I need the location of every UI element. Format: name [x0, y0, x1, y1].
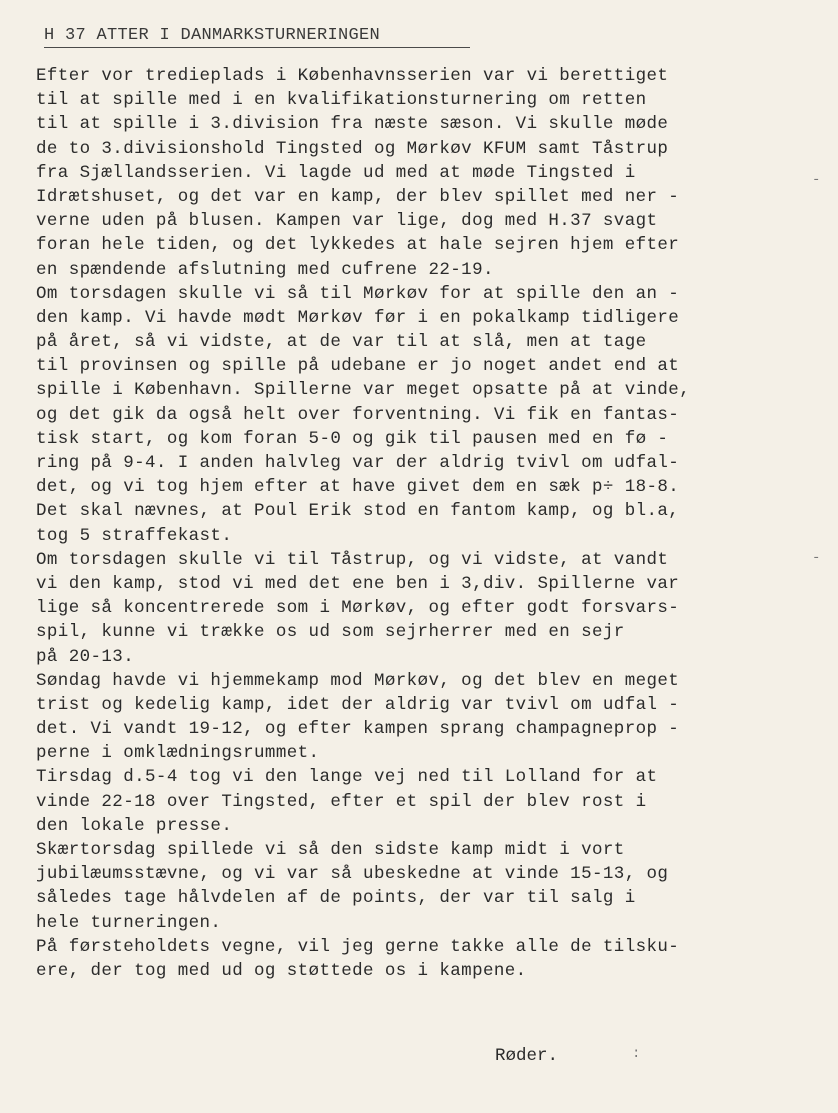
- text-line: Skærtorsdag spillede vi så den sidste kamp midt i vort: [36, 840, 625, 860]
- text-line: foran hele tiden, og det lykkedes at hale sejren hjem efter: [36, 235, 680, 256]
- text-line: trist og kedelig kamp, idet der aldrig var tvivl om udfal -: [36, 694, 680, 715]
- text-line: På førsteholdets vegne, vil jeg gerne takke alle de tilsku-: [36, 936, 680, 957]
- text-line: den kamp. Vi havde mødt Mørkøv før i en pokalkamp tidligere: [36, 307, 680, 328]
- text-line: det. Vi vandt 19-12, og efter kampen sprang champagneprop -: [36, 719, 680, 740]
- text-line: perne i omklædningsrummet.: [36, 743, 320, 764]
- text-line: på 20-13.: [36, 646, 135, 667]
- text-line: tisk start, og kom foran 5-0 og gik til pausen med en fø -: [36, 428, 669, 449]
- text-line: til at spille med i en kvalifikationsturnering om retten: [36, 90, 647, 111]
- text-line: ere, der tog med ud og støttede os i kampene.: [36, 960, 527, 981]
- text-line: hele turneringen.: [36, 912, 222, 933]
- text-line: fra Sjællandsserien. Vi lagde ud med at møde Tingsted i: [36, 162, 636, 183]
- text-line: verne uden på blusen. Kampen var lige, dog med H.37 svagt: [36, 211, 658, 232]
- text-line: Søndag havde vi hjemmekamp mod Mørkøv, og det blev en meget: [36, 670, 680, 691]
- text-line: Efter vor tredieplads i Københavnsserien var vi berettiget: [36, 66, 669, 86]
- text-line: lige så koncentrerede som i Mørkøv, og efter godt forsvars-: [36, 598, 680, 619]
- text-line: en spændende afslutning med cufrene 22-19.: [36, 259, 494, 280]
- text-line: jubilæumsstævne, og vi var så ubeskedne at vinde 15-13, og: [36, 864, 669, 885]
- text-line: vinde 22-18 over Tingsted, efter et spil der blev rost i: [36, 791, 647, 812]
- margin-mark: -: [812, 172, 821, 188]
- text-line: tog 5 straffekast.: [36, 525, 233, 546]
- text-line: og det gik da også helt over forventning. Vi fik en fantas-: [36, 404, 680, 425]
- text-line: den lokale presse.: [36, 815, 233, 836]
- margin-mark: -: [812, 550, 821, 566]
- text-line: til at spille i 3.division fra næste sæson. Vi skulle møde: [36, 114, 669, 135]
- text-line: Om torsdagen skulle vi så til Mørkøv for at spille den an -: [36, 283, 680, 304]
- text-line: på året, så vi vidste, at de var til at slå, men at tage: [36, 332, 647, 353]
- text-line: til provinsen og spille på udebane er jo noget andet end at: [36, 356, 680, 377]
- margin-mark: :: [632, 1046, 641, 1062]
- page-title: H 37 ATTER I DANMARKSTURNERINGEN: [44, 26, 381, 45]
- text-line: ring på 9-4. I anden halvleg var der aldrig tvivl om udfal-: [36, 453, 680, 473]
- text-line: det, og vi tog hjem efter at have givet dem en sæk p÷ 18-8.: [36, 477, 680, 498]
- text-line: Tirsdag d.5-4 tog vi den lange vej ned til Lolland for at: [36, 767, 658, 788]
- text-line: Om torsdagen skulle vi til Tåstrup, og vi vidste, at vandt: [36, 549, 669, 570]
- text-line: de to 3.divisionshold Tingsted og Mørkøv KFUM samt Tåstrup: [36, 138, 669, 159]
- text-line: vi den kamp, stod vi med det ene ben i 3,div. Spillerne var: [36, 573, 680, 594]
- text-line: spille i København. Spillerne var meget opsatte på at vinde,: [36, 380, 691, 401]
- signature: Røder.: [495, 1046, 559, 1066]
- text-line: Idrætshuset, og det var en kamp, der blev spillet med ner -: [36, 186, 680, 207]
- text-line: spil, kunne vi trække os ud som sejrherrer med en sejr: [36, 622, 625, 643]
- title-underline: [44, 47, 470, 48]
- article-body: [36, 64, 826, 983]
- text-line: Det skal nævnes, at Poul Erik stod en fantom kamp, og bl.a,: [36, 501, 680, 522]
- text-line: således tage hålvdelen af de points, der var til salg i: [36, 888, 636, 909]
